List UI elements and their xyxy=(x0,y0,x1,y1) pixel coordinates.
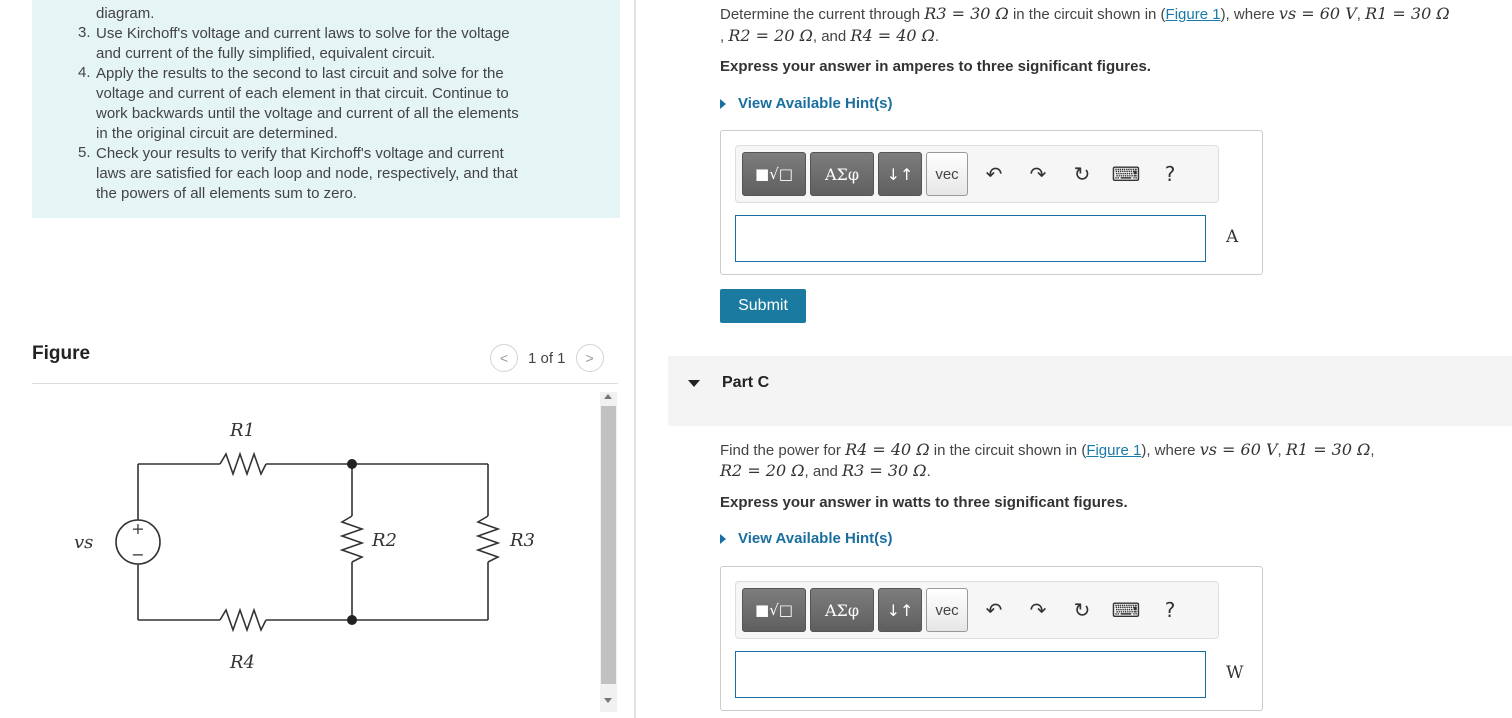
r4-label: R4 xyxy=(230,652,256,673)
keyboard-icon[interactable]: ⌨ xyxy=(1111,598,1141,622)
partc-question-line2 xyxy=(720,461,931,482)
partc-instruction: Express your answer in watts to three significant figures. xyxy=(720,494,1128,511)
partc-header[interactable] xyxy=(668,356,1512,426)
caret-right-icon xyxy=(720,99,726,109)
pager-text: 1 of 1 xyxy=(528,349,566,367)
partb-question-line1 xyxy=(720,4,1450,25)
partc-sep: , xyxy=(1277,442,1286,459)
resistor-r1-zigzag xyxy=(220,454,266,474)
step-text-line: diagram. xyxy=(96,5,155,22)
partb-answer-panel xyxy=(720,130,1263,275)
redo-icon[interactable]: ↷ xyxy=(1029,162,1047,186)
greek-symbols-button[interactable]: ΑΣφ xyxy=(810,152,874,196)
next-figure-button[interactable] xyxy=(576,344,604,372)
help-icon[interactable]: ? xyxy=(1164,598,1176,622)
partc-question-line1 xyxy=(720,440,1375,461)
chevron-left-icon: < xyxy=(499,350,509,366)
figure-scrollbar[interactable] xyxy=(600,392,617,712)
partc-hint-toggle[interactable] xyxy=(720,530,893,547)
help-icon[interactable]: ? xyxy=(1164,162,1176,186)
partb-r3-value: R3 = 30 Ω xyxy=(924,4,1009,23)
partb-vs-value: vs = 60 V xyxy=(1278,4,1357,23)
step-number: 3. xyxy=(78,24,91,41)
figure-title: Figure xyxy=(32,343,91,364)
resistor-r3-zigzag xyxy=(478,516,498,562)
partb-math-toolbar xyxy=(735,145,1219,203)
step-text-line: laws are satisfied for each loop and node, respectively, and that xyxy=(96,165,518,182)
circuit-diagram xyxy=(60,400,580,700)
partb-q2-and: , and xyxy=(812,28,851,45)
figure-1-link-c[interactable]: Figure 1 xyxy=(1086,442,1142,459)
partc-label: Part C xyxy=(722,374,770,391)
templates-button[interactable]: ■√□ xyxy=(742,588,806,632)
partc-r1-value: R1 = 30 Ω xyxy=(1285,440,1371,459)
greek-symbols-button[interactable]: ΑΣφ xyxy=(810,588,874,632)
scroll-down-icon[interactable] xyxy=(604,698,612,703)
step-number: 5. xyxy=(78,144,91,161)
step-text-line: Use Kirchoff's voltage and current laws to solve for the voltage xyxy=(96,25,510,42)
r1-label: R1 xyxy=(230,420,256,441)
partc-q-text: Find the power for xyxy=(720,442,846,459)
undo-icon[interactable]: ↶ xyxy=(985,162,1003,186)
partc-answer-panel xyxy=(720,566,1263,711)
step-text-line: the powers of all elements sum to zero. xyxy=(96,185,357,202)
partb-hint-label: View Available Hint(s) xyxy=(738,95,893,112)
r3-label: R3 xyxy=(510,530,536,551)
step-text-line: work backwards until the voltage and current of all the elements xyxy=(96,105,519,122)
left-pane xyxy=(0,0,634,718)
partc-r4-value: R4 = 40 Ω xyxy=(845,440,930,459)
step-text-line: in the original circuit are determined. xyxy=(96,125,338,142)
partc-hint-label: View Available Hint(s) xyxy=(738,530,893,547)
vector-button[interactable]: vec xyxy=(926,152,968,196)
partb-unit: A xyxy=(1226,227,1239,247)
step-text-line: Check your results to verify that Kirchoff's voltage and current xyxy=(96,145,504,162)
steps-list xyxy=(0,0,620,218)
keyboard-icon[interactable]: ⌨ xyxy=(1111,162,1141,186)
caret-right-icon xyxy=(720,534,726,544)
partc-unit: W xyxy=(1226,663,1244,683)
partc-q2-end: . xyxy=(926,463,931,480)
resistor-r4-zigzag xyxy=(220,610,266,630)
partb-r4-value: R4 = 40 Ω xyxy=(850,26,935,45)
vector-button[interactable]: vec xyxy=(926,588,968,632)
partc-answer-input[interactable] xyxy=(735,651,1206,698)
figure-1-link[interactable]: Figure 1 xyxy=(1165,6,1221,23)
arrows-button[interactable]: ↓↑ xyxy=(878,588,922,632)
partb-q2-end: . xyxy=(934,28,940,45)
reset-icon[interactable]: ↻ xyxy=(1073,598,1091,622)
partc-q-text-2: in the circuit shown in ( xyxy=(929,442,1087,459)
arrows-button[interactable]: ↓↑ xyxy=(878,152,922,196)
undo-icon[interactable]: ↶ xyxy=(985,598,1003,622)
node-top xyxy=(347,459,357,469)
partb-sep: , xyxy=(1356,6,1366,23)
step-text-line: Apply the results to the second to last circuit and solve for the xyxy=(96,65,504,82)
figure-pager xyxy=(490,344,604,372)
submit-button[interactable]: Submit xyxy=(720,289,806,323)
partc-q1-end: , xyxy=(1370,442,1375,459)
resistor-r2-zigzag xyxy=(342,516,362,562)
source-minus-label: − xyxy=(131,545,145,564)
partc-vs-value: vs = 60 V xyxy=(1199,440,1278,459)
reset-icon[interactable]: ↻ xyxy=(1073,162,1091,186)
caret-down-icon xyxy=(688,380,700,387)
partc-r2-value: R2 = 20 Ω xyxy=(720,461,805,480)
partb-r2-value: R2 = 20 Ω xyxy=(728,26,813,45)
chevron-right-icon: > xyxy=(585,350,594,366)
partc-math-toolbar xyxy=(735,581,1219,639)
right-pane xyxy=(636,0,1512,718)
step-number: 4. xyxy=(78,64,91,81)
r2-label: R2 xyxy=(372,530,398,551)
redo-icon[interactable]: ↷ xyxy=(1029,598,1047,622)
partb-answer-input[interactable] xyxy=(735,215,1206,262)
scroll-thumb[interactable] xyxy=(601,406,616,684)
partb-r1-value: R1 = 30 Ω xyxy=(1365,4,1450,23)
source-label: vs xyxy=(74,532,94,553)
step-text-line: and current of the fully simplified, equivalent circuit. xyxy=(96,45,436,62)
partb-question-line2 xyxy=(720,26,939,47)
partb-hint-toggle[interactable] xyxy=(720,95,893,112)
node-bottom xyxy=(347,615,357,625)
partb-q2-prefix: , xyxy=(720,28,729,45)
partc-q-text-3: ), where xyxy=(1141,442,1200,459)
scroll-up-icon[interactable] xyxy=(604,394,612,399)
figure-divider xyxy=(32,383,618,384)
partb-q-text-2: in the circuit shown in ( xyxy=(1008,6,1166,23)
partb-instruction: Express your answer in amperes to three significant figures. xyxy=(720,58,1151,75)
step-text-line: voltage and current of each element in that circuit. Continue to xyxy=(96,85,509,102)
partb-q-text: Determine the current through xyxy=(720,6,925,23)
source-plus-label: + xyxy=(131,519,145,538)
prev-figure-button[interactable] xyxy=(490,344,518,372)
partc-q2-and: , and xyxy=(804,463,843,480)
partb-q-text-3: ), where xyxy=(1220,6,1279,23)
partc-r3-value: R3 = 30 Ω xyxy=(842,461,927,480)
templates-button[interactable]: ■√□ xyxy=(742,152,806,196)
